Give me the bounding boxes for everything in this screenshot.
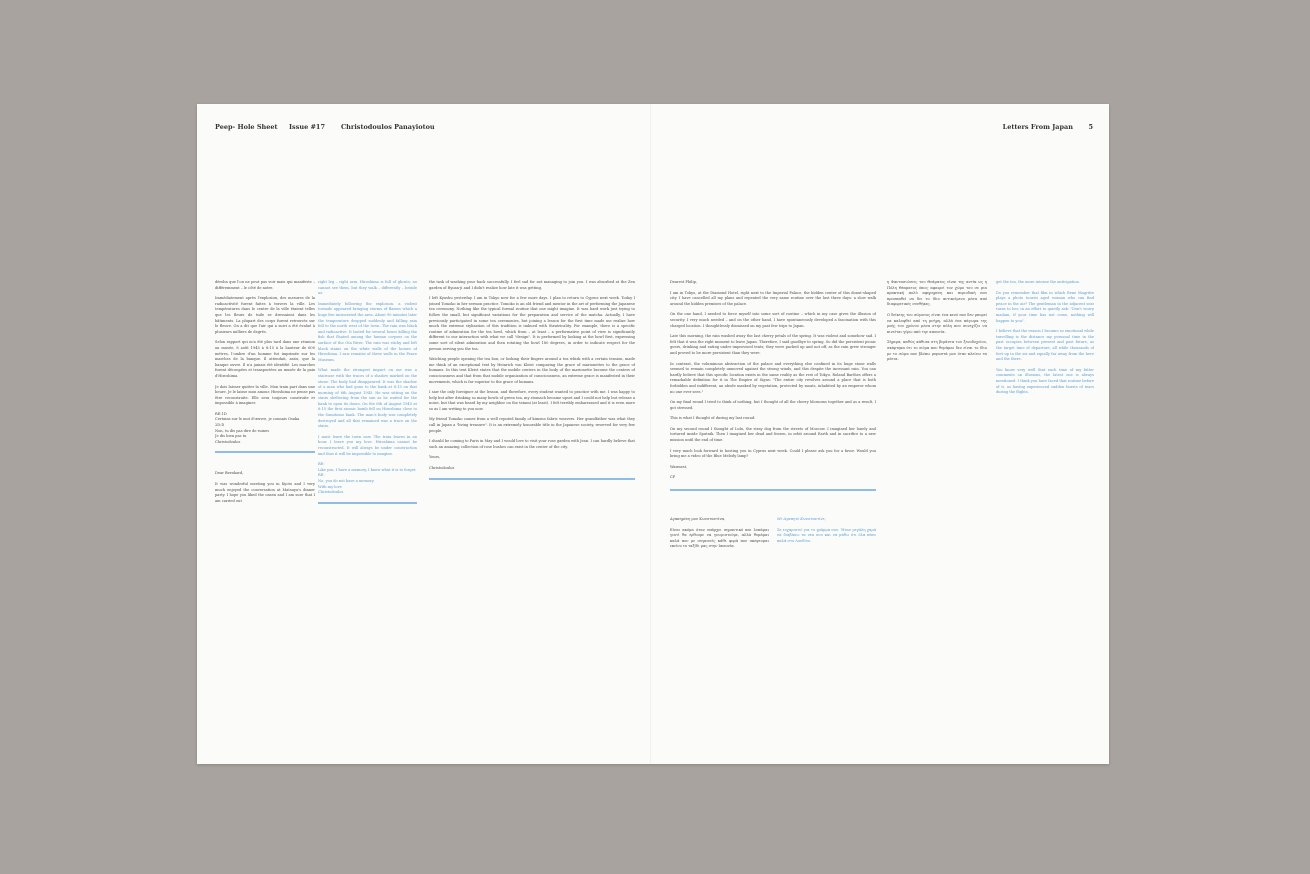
paragraph: You know very well that each time of my bitter comments on illusions, the latest one is always mentioned. I think you have faced that routine before of it, as having experienced sudden bursts of tears during the flights. [996, 367, 1094, 395]
column-1 [215, 280, 315, 750]
paragraph: I believe that the reason I became so emotional while travelling is the distance my personal time in the past occupies between present and past future, as the target time of departure, all while thousands of feet up in the air and equally far away from the here and the there. [996, 329, 1094, 362]
blue-divider [318, 502, 417, 504]
list-item: Christodoulos [215, 439, 241, 444]
letter-body: Είναι ακόμα όταν υπάρχει σημαντικό και λυπάμαι γιατί θα έρθουμε να γνωριστούμε, αλλά θυμάμαι καλά που με συγκινείς κάθε φορά που σκέφτομαι εκείνο το ταξίδι μας στην Ιαπωνία. [670, 527, 769, 549]
center-fold [650, 104, 651, 764]
blue-divider [429, 478, 635, 480]
publication-name: Peep- Hole Sheet [215, 123, 278, 131]
column-2 [318, 280, 417, 700]
list-item: 2D:D [215, 423, 225, 428]
list-item: Like you, I have a memory, I know what it is to forget. [318, 467, 417, 472]
list-item: Christodoulos [318, 490, 344, 495]
column-5 [887, 280, 987, 750]
reply-list [318, 462, 417, 496]
paragraph: Selon rapport qui m'a été plus tard dans une réunion au musée, 8 août 1945 à 8:15 à la hauteur de 600 mètres, l'ombre d'un homme fut imprimée sur les marches de la banque. Il attendait, assis, que la banque ouvre. Il n'a jamais été identifié. Les marches furent découpées et transportées au musée de la paix d'Hiroshima. [215, 340, 315, 378]
paragraph: I left Kyushu yesterday. I am in Tokyo now for a few more days. I plan to return to Cyprus next week. Today I joined Tomoko in her sermon practice. Tomoko is an old friend and mentor in the art of performing the Japanese tea ceremony. Nothing like the typical formal routine that one might imagine. It was hard work just trying to follow the small, but significant variations for the preparation and service of the matcha. Actually, I have previously participated in some tea ceremonies, but joining a lesson for the first time made me realize how much the extreme stylization of this tradition is imbued with theatricality. For example, there is a specific routine of admiration for the tea bowl, which from – at least – a performative point of view is significantly different to our interaction with what we call "design". It is performed by looking at the bowl first, expressing some sort of silent admiration and then rotating the bowl 180 degrees, in order to indicate respect for the person serving you the tea. [429, 296, 635, 351]
greek-letter-a [670, 517, 769, 555]
list-item: Certains sur le mot d'œuvre, je connais Osaka [215, 417, 300, 422]
sub-columns [670, 517, 876, 555]
paragraph: I very much look forward to hosting you in Cyprus next week. Could I please ask you for a favor. Would you bring me a video of the Blue Melody lamp? [670, 448, 876, 459]
paragraph: Late this morning, the rain washed away the last cherry petals of the spring. It was violent and somehow sad. I felt that it was the right moment to leave Japan. Therefore, I said goodbye to spring. So did the persistent picnic goers, drinking and eating under improvised tents; they were packed up and not off, as the rain grew stronger and proved to be more persistent than they were. [670, 334, 876, 355]
paragraph: This is what I thought of during my last round: [670, 416, 756, 421]
paragraph: déroba que l'on ne peut pas voir mais qui manifeste – différemment – le côté de notre. [215, 280, 315, 290]
paragraph: Σήμερα, καθώς κάθισα στη βεράντα του ξενοδοχείου, σκέφτηκα ότι το σώμα που θυμάμαι δεν είναι το ίδιο με το σώμα που βλέπω μπροστά μου όταν κλείνω τα μάτια. [887, 340, 987, 362]
paragraph: Do you remember that film in which Rene Magritte plays a photo tourist aged woman who can find peace in the air? The gentleman in the adjacent seat turns to her, in an effort to quietly ask: "Don't worry madam, if your time has not come, nothing will happen to you". [996, 290, 1094, 323]
blue-divider [215, 451, 315, 453]
list-item: Je dis bien pas tu [215, 434, 247, 439]
column-4 [670, 280, 876, 755]
paragraph: I must leave the town now. The train leaves in an hour. I leave you my love. Hiroshima cannot be reconstructed. It will always be under construction and thus it will be impossible to imagine. [318, 434, 417, 456]
paragraph: η Φαντασιώσεις του Θεάματος είναι της αντίκ ως η Πόλη Θέαματος όπως αφαιρεί τον χώρο του σε μια πρακτική πολύ αφηρημένη και περιοδική που προσπαθεί να δει το ίδιο αντικείμενο μέσα από διαφορετικές συνθήκες. [887, 280, 987, 307]
paragraph: get the tea, the more intense the anticipation. [996, 280, 1080, 284]
paragraph: Je dois laisser quitter la ville. Mon train part dans une heure. Je le laisse mon amour. Hiroshima ne pense pas être reconstruite. Elle sera toujours construite et impossible à imaginer. [215, 384, 315, 406]
paragraph: Immédiatement après l'explosion, des mesures de la radioactivité furent faites à travers la ville. Les températures dans le centre de la ville étaient telles que les fleurs de tuile se dressaient dans les bâtiments. La plupart des corps furent retrouvés sur le fleuve. On a dit que l'air qui a suivi a été évalué à plusieurs milliers de degrés. [215, 296, 315, 334]
paragraph: I am in Tokyo, at the Diamond Hotel, right next to the Imperial Palace, the hidden center of this donut-shaped city. I have cancelled all my plans and repeated the very same routine over the last three days: a slow walk around the hidden premises of the palace. [670, 290, 876, 306]
paragraph: I saw the only foreigner at the lesson, and therefore, every student wanted to practice with me. I was happy to help but after drinking so many bowls of green tea, my stomach became upset and I could not help but release a noise, but that was heard by my neighbor on the tatami (at least). I felt terribly embarrassed and it is even more so as I am writing to you now. [429, 390, 635, 411]
issue-number: Issue #17 [289, 123, 325, 131]
reply-list [215, 412, 315, 446]
document-sheet [197, 104, 1109, 764]
closing: Yours, [429, 455, 441, 460]
paragraph: On my second round I thought of Lulu, the stray dog from the streets of Moscow. I imagined her lonely and tortured inside Sputnik. Then I imagined her dead and frozen, in orbit around Earth and in sacrifice to a new mission until the end of time. [670, 426, 876, 443]
signature: Christodoulos [429, 466, 455, 471]
paragraph: the task of washing your back successfully. I feel sad for not managing to join you. I was absorbed at the Zen garden of Ryoan-ji and I didn't realize how late it was getting. [429, 280, 635, 290]
paragraph: Immediately following the explosion, a violent tornado appeared bringing storms of flames which a huge fire incinerated the area. About 90 minutes later the temperature dropped suddenly and falling rain fell to the north west of the town. The rain was black and radioactive. It lasted for several hours killing the fish that floated among the human corpses on the surface of the Ota River. The rain was sticky and left black stains on the white walls of the homes of Hiroshima. I saw remains of these walls in the Peace Museum. [318, 301, 417, 362]
list-item: Non, tu dis pas dire de ruines [215, 428, 270, 433]
blue-divider [670, 489, 876, 491]
signature: CP [670, 475, 676, 480]
letter-body: Σε ευχαριστώ για το γράμμα σου. Ήταν μεγάλη χαρά να διαβάσω τα νέα σου και να μάθω ότι όλα πάνε καλά στο Λονδίνο. [777, 527, 876, 543]
page-number: 5 [1088, 123, 1093, 131]
list-item: RE: [318, 462, 325, 467]
list-item: RE:1D [215, 411, 227, 416]
list-item: RE: [318, 473, 325, 478]
author-name: Christodoulos Panayiotou [341, 123, 435, 131]
section-title: Letters From Japan [1002, 123, 1073, 131]
paragraph: In contrast, the voluminous abstraction of the palace and everything else confined in its huge stone walls seemed to remain completely unmoved against the strong winds, and this despite the incessant rain. You can hardly believe that this specific location exists in the same reality as the rest of Tokyo. Roland Barthes offers a remarkable definition for it in The Empire of Signs: "The entire city revolves around a place that is both forbidden and indifferent, an abode masked by vegetation, protected by moats, inhabited by an emperor whom no one ever sees." [670, 361, 876, 394]
closing: Warmest, [670, 464, 688, 469]
paragraph: What made the strongest impact on me was a staircase with the traces of a shadow marked on the stone. The body had disappeared. It was the shadow of a man who had gone to the bank at 8:15 on that morning of 6th August 1945. He was sitting on the stairs sheltering from the sun as he waited for the bank to open its doors. On the 6th of August 1945 at 8:15 the first atomic bomb fell on Hiroshima close to the Sumitomo bank. The man's body was completely destroyed and all that remained was a trace on the stairs. [318, 368, 417, 429]
paragraph: My friend Tomoko comes from a well reputed family of kimono fabric weavers. Her grandfather was what they call in Japan a "living treasure". It is an extremely honorable title in the Japanese society, reserved for very few people. [429, 417, 635, 433]
letter-salutation: Mr Αγαπητέ Κωνσταντίνε, [777, 517, 826, 522]
greek-letter-b [777, 517, 876, 555]
paragraph: right leg – right arm. Hiroshima is full of ghosts; no cannot see them, but they walk – differently – beside us. [318, 280, 417, 296]
paragraph: On the one hand, I needed to force myself into some sort of routine – which in my case gives the illusion of security. I very much needed – and on the other hand, I have spontaneously developed a fascination with this charged location. I thoughtlessly dismissed on my past few trips to Japan. [670, 312, 876, 328]
paragraph: I should be coming to Paris in May and I would love to visit your rose garden with Jean. I can hardly believe that such an amazing collection of rose bushes can exist in the center of the city. [429, 439, 635, 449]
letter-salutation: Αγαπημένη μου Κωνσταντίνα, [670, 517, 726, 522]
column-3 [429, 280, 635, 750]
paragraph: Watching people opening the tea box, or looking their fingers around a tea whisk with a certain tension, made me think of an exceptional text by Heinrich von Kleist comparing the grace of marionettes to the grace of humans. In this text Kleist states that the mobile centers in the body of the marionette become the centers of consciousness and that from that mobile organization of consciousness, an extreme grace is manifested in their movements, which is far superior to the grace of humans. [429, 357, 635, 384]
paragraph: Ο δείκτης του σώματος είναι ένα κενό που δεν μπορεί να καλυφθεί από τη μνήμη, αλλά ένα πάγωμα της ροής του χρόνου μέσα στην πόλη που συνεχίζει να κινείται γύρω από την απουσία. [887, 312, 987, 334]
list-item: With my love [318, 484, 342, 489]
paragraph: On my final round I tried to think of nothing, but I thought of all the cherry blossoms together and as a result, I got stressed. [670, 400, 876, 410]
paragraph: Dearest Philip, [670, 280, 698, 284]
list-item: No, you do not have a memory. [318, 479, 375, 483]
letter-body: It was wonderful meeting you in Kyoto and I very much enjoyed the conversation at Matsuya's dinner party. I hope you liked the onsen and I am sure that I am carried out [215, 482, 315, 503]
letter-salutation: Dear Bernhard, [215, 471, 244, 476]
column-6 [996, 280, 1094, 755]
